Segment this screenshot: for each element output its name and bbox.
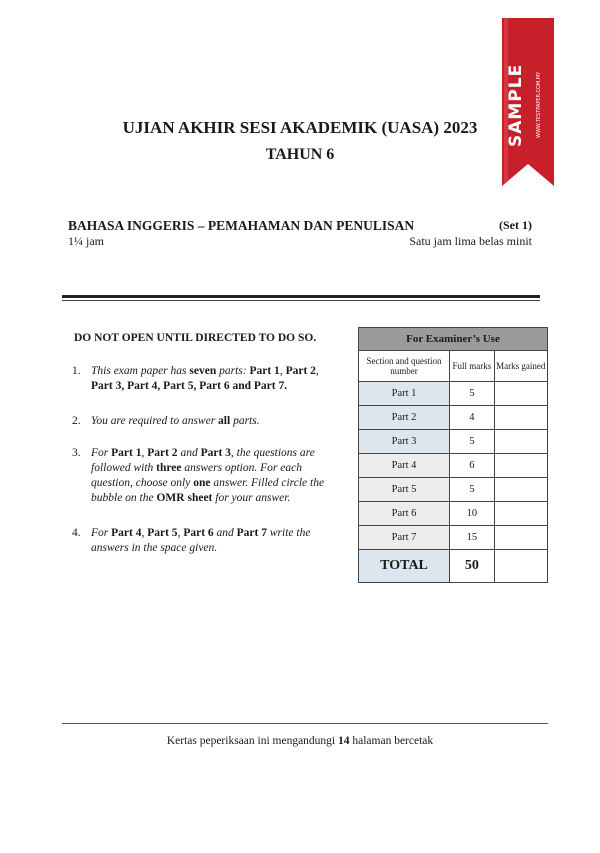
table-row [359, 406, 548, 430]
full-marks-cell: 15 [450, 526, 495, 550]
full-marks-cell: 6 [450, 454, 495, 478]
examiner-table-heading: For Examiner’s Use [359, 328, 548, 351]
footer-divider [62, 723, 548, 724]
exam-grade: TAHUN 6 [265, 146, 335, 163]
instruction-3: 3. For Part 1, Part 2 and Part 3, the questions are followed with three answers option. For each question, choose only one answer. Filled circle the bubble on the OMR sheet for your answer. [72, 447, 325, 504]
instruction-number: 1. [72, 365, 81, 377]
column-header-section: Section and question number [359, 351, 450, 382]
watermark-site: WWW.TESTPAPER.COM.MY [536, 71, 542, 139]
total-marks-gained[interactable] [494, 550, 547, 583]
examiner-table [358, 327, 548, 583]
total-label: TOTAL [359, 550, 450, 583]
instruction-2: 2. You are required to answer all parts. [72, 415, 260, 427]
table-row [359, 454, 548, 478]
full-marks-cell: 4 [450, 406, 495, 430]
section-cell: Part 5 [359, 478, 450, 502]
section-cell: Part 7 [359, 526, 450, 550]
total-full-marks: 50 [450, 550, 495, 583]
full-marks-cell: 5 [450, 430, 495, 454]
section-cell: Part 2 [359, 406, 450, 430]
total-row [359, 550, 548, 583]
marks-gained-cell[interactable] [494, 526, 547, 550]
full-marks-cell: 5 [450, 478, 495, 502]
instruction-4: 4. For Part 4, Part 5, Part 6 and Part 7 write the answers in the space given. [72, 527, 311, 554]
subject-title: BAHASA INGGERIS – PEMAHAMAN DAN PENULISAN [68, 218, 415, 233]
set-label: (Set 1) [499, 218, 532, 232]
watermark-label: SAMPLE [506, 63, 526, 147]
exam-title: UJIAN AKHIR SESI AKADEMIK (UASA) 2023 [122, 118, 478, 137]
table-row [359, 526, 548, 550]
do-not-open-warning: DO NOT OPEN UNTIL DIRECTED TO DO SO. [74, 332, 317, 344]
section-cell: Part 4 [359, 454, 450, 478]
duration: 1¼ jam [68, 234, 104, 248]
marks-gained-cell[interactable] [494, 502, 547, 526]
full-marks-cell: 10 [450, 502, 495, 526]
instruction-1: 1. This exam paper has seven parts: Part 1, Part 2, Part 3, Part 4, Part 5, Part 6 and Part 7. [72, 365, 319, 392]
marks-gained-cell[interactable] [494, 454, 547, 478]
duration-words: Satu jam lima belas minit [409, 234, 532, 248]
section-cell: Part 1 [359, 382, 450, 406]
page-count-note: Kertas peperiksaan ini mengandungi 14 halaman bercetak [166, 735, 434, 747]
table-row [359, 478, 548, 502]
marks-gained-cell[interactable] [494, 406, 547, 430]
column-header-full-marks: Full marks [450, 351, 495, 382]
instruction-number: 4. [72, 527, 81, 539]
column-header-marks-gained: Marks gained [494, 351, 547, 382]
table-row [359, 502, 548, 526]
instruction-number: 3. [72, 447, 81, 459]
marks-gained-cell[interactable] [494, 382, 547, 406]
instruction-number: 2. [72, 415, 81, 427]
divider-thick [62, 295, 540, 298]
section-cell: Part 3 [359, 430, 450, 454]
full-marks-cell: 5 [450, 382, 495, 406]
divider-thin [62, 300, 540, 301]
table-row [359, 430, 548, 454]
marks-gained-cell[interactable] [494, 478, 547, 502]
section-cell: Part 6 [359, 502, 450, 526]
table-row [359, 382, 548, 406]
marks-gained-cell[interactable] [494, 430, 547, 454]
